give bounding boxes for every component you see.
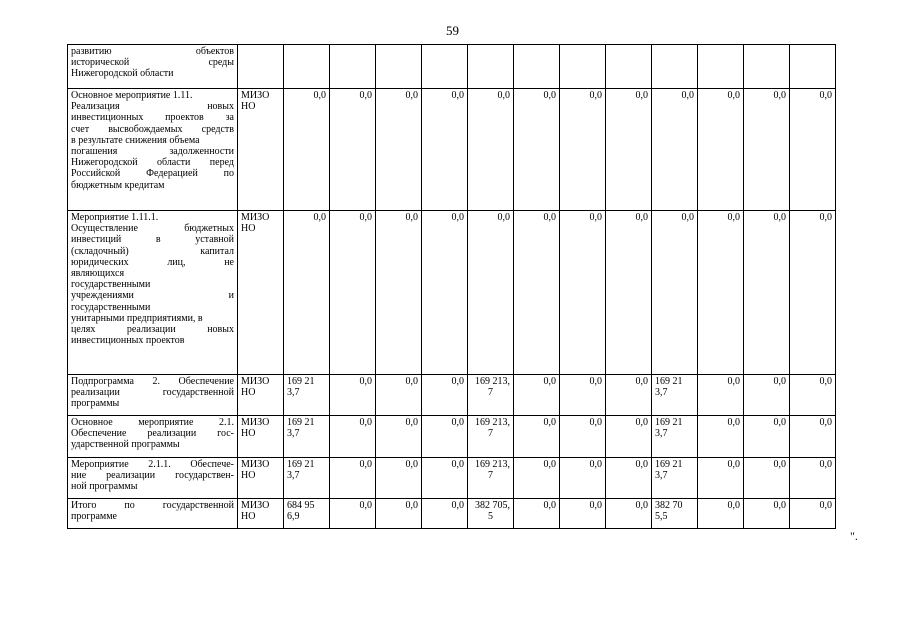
value-cell: 0,0 (744, 375, 790, 416)
value-cell: 0,0 (468, 211, 514, 375)
value-cell (652, 45, 698, 89)
row-executor: МИЗО НО (238, 211, 284, 375)
row-executor: МИЗО НО (238, 416, 284, 458)
value-cell: 0,0 (790, 375, 836, 416)
value-cell: 0,0 (606, 458, 652, 499)
value-cell (560, 45, 606, 89)
value-cell: 0,0 (744, 89, 790, 211)
value-cell: 0,0 (560, 416, 606, 458)
value-cell: 0,0 (284, 89, 330, 211)
value-cell: 0,0 (422, 416, 468, 458)
value-cell (468, 45, 514, 89)
value-cell: 0,0 (376, 499, 422, 529)
value-cell: 382 70 5,5 (652, 499, 698, 529)
value-cell (698, 45, 744, 89)
value-cell: 0,0 (790, 89, 836, 211)
row-executor (238, 45, 284, 89)
value-cell: 0,0 (790, 211, 836, 375)
value-cell: 0,0 (560, 458, 606, 499)
value-cell: 169 213, 7 (468, 416, 514, 458)
budget-table (67, 44, 836, 529)
row-executor: МИЗО НО (238, 458, 284, 499)
table-row (68, 499, 836, 529)
value-cell (376, 45, 422, 89)
value-cell: 0,0 (514, 499, 560, 529)
value-cell: 0,0 (330, 375, 376, 416)
value-cell: 169 21 3,7 (284, 416, 330, 458)
closing-quote-mark: ". (850, 529, 858, 543)
table-row (68, 211, 836, 375)
value-cell: 0,0 (422, 499, 468, 529)
row-executor: МИЗО НО (238, 89, 284, 211)
row-executor: МИЗО НО (238, 499, 284, 529)
value-cell: 0,0 (744, 211, 790, 375)
table-row (68, 458, 836, 499)
value-cell (790, 45, 836, 89)
table-row (68, 416, 836, 458)
value-cell: 0,0 (560, 499, 606, 529)
value-cell: 0,0 (376, 458, 422, 499)
value-cell: 0,0 (422, 89, 468, 211)
value-cell: 0,0 (330, 211, 376, 375)
value-cell (330, 45, 376, 89)
row-description: развитию объектов исторической среды Нижегородской области (68, 45, 238, 89)
value-cell: 0,0 (468, 89, 514, 211)
value-cell: 169 21 3,7 (652, 375, 698, 416)
value-cell: 684 95 6,9 (284, 499, 330, 529)
value-cell: 0,0 (744, 416, 790, 458)
value-cell: 0,0 (330, 458, 376, 499)
value-cell: 0,0 (744, 458, 790, 499)
value-cell: 0,0 (698, 211, 744, 375)
value-cell: 0,0 (606, 416, 652, 458)
row-description: Мероприятие 1.11.1. Осуществление бюджетных инвестиций в уставной (складочный) капитал юридических лиц, не являющихся государственными учреждениями и государственными унитарными предприятиями, в целях реализации новых инвестиционных проектов (68, 211, 238, 375)
value-cell: 0,0 (376, 89, 422, 211)
value-cell: 0,0 (514, 375, 560, 416)
value-cell (284, 45, 330, 89)
value-cell: 0,0 (560, 211, 606, 375)
value-cell: 0,0 (422, 211, 468, 375)
value-cell (514, 45, 560, 89)
value-cell: 0,0 (284, 211, 330, 375)
value-cell: 0,0 (376, 416, 422, 458)
table-row (68, 89, 836, 211)
value-cell: 0,0 (376, 375, 422, 416)
value-cell: 169 21 3,7 (652, 458, 698, 499)
value-cell (422, 45, 468, 89)
value-cell: 169 21 3,7 (652, 416, 698, 458)
value-cell: 0,0 (330, 499, 376, 529)
value-cell: 0,0 (606, 375, 652, 416)
value-cell: 0,0 (422, 375, 468, 416)
value-cell: 0,0 (652, 211, 698, 375)
value-cell: 0,0 (606, 89, 652, 211)
value-cell: 0,0 (698, 416, 744, 458)
row-description: Основное мероприятие 2.1. Обеспечение реализации гос- ударственной программы (68, 416, 238, 458)
value-cell: 0,0 (606, 211, 652, 375)
value-cell: 0,0 (330, 416, 376, 458)
table-row (68, 375, 836, 416)
row-description: Основное мероприятие 1.11. Реализация новых инвестиционных проектов за счет высвобождаемых средств в результате снижения объема погашения задолженности Нижегородской области перед Российской Федерацией по бюджетным кредитам (68, 89, 238, 211)
value-cell: 0,0 (422, 458, 468, 499)
row-executor: МИЗО НО (238, 375, 284, 416)
value-cell: 0,0 (652, 89, 698, 211)
value-cell: 0,0 (790, 499, 836, 529)
value-cell: 0,0 (698, 499, 744, 529)
value-cell: 169 213, 7 (468, 458, 514, 499)
value-cell: 0,0 (698, 89, 744, 211)
row-description: Итого по государственной программе (68, 499, 238, 529)
row-description: Мероприятие 2.1.1. Обеспече- ние реализации государствен- ной программы (68, 458, 238, 499)
row-description: Подпрограмма 2. Обеспечение реализации государственной программы (68, 375, 238, 416)
value-cell: 169 21 3,7 (284, 458, 330, 499)
value-cell: 169 21 3,7 (284, 375, 330, 416)
value-cell: 0,0 (560, 89, 606, 211)
value-cell: 0,0 (330, 89, 376, 211)
page-number: 59 (446, 23, 459, 38)
value-cell (606, 45, 652, 89)
table-row (68, 45, 836, 89)
value-cell: 0,0 (744, 499, 790, 529)
value-cell: 0,0 (790, 416, 836, 458)
value-cell: 382 705, 5 (468, 499, 514, 529)
value-cell: 0,0 (514, 416, 560, 458)
value-cell: 0,0 (376, 211, 422, 375)
value-cell: 0,0 (560, 375, 606, 416)
value-cell: 0,0 (790, 458, 836, 499)
value-cell: 0,0 (698, 375, 744, 416)
value-cell: 169 213, 7 (468, 375, 514, 416)
value-cell: 0,0 (606, 499, 652, 529)
value-cell (744, 45, 790, 89)
value-cell: 0,0 (698, 458, 744, 499)
value-cell: 0,0 (514, 458, 560, 499)
value-cell: 0,0 (514, 211, 560, 375)
value-cell: 0,0 (514, 89, 560, 211)
